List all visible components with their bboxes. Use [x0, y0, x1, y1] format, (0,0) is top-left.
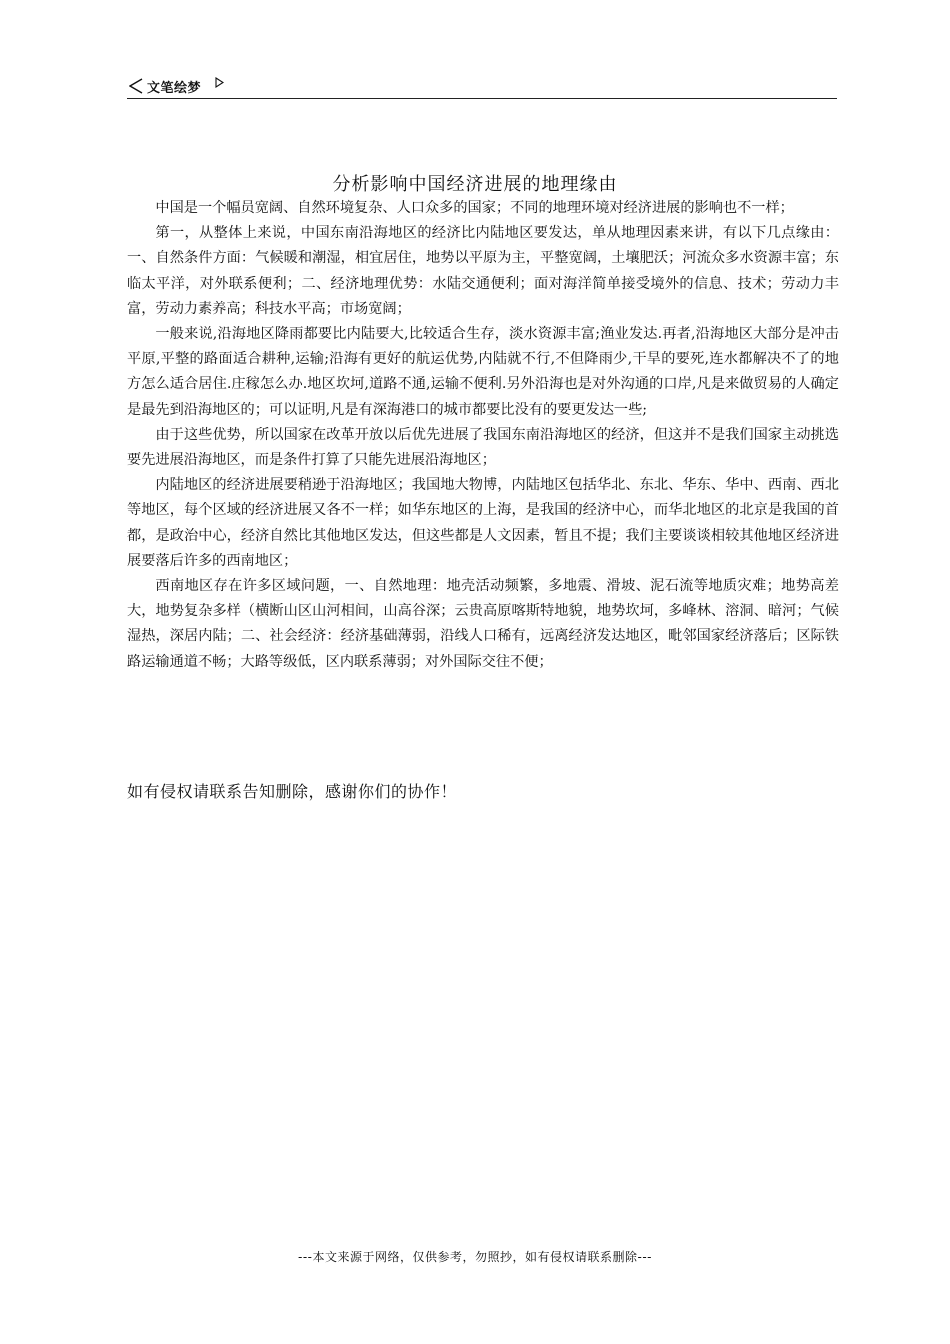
paragraph-inland-regions: 内陆地区的经济进展要稍逊于沿海地区；我国地大物博，内陆地区包括华北、东北、华东、华中、西南、西北等地区，每个区域的经济进展又各不一样；如华东地区的上海，是我国的经济中心，而华北地区的北京是我国的首都，是政治中心，经济自然比其他地区发达，但这些都是人文因素，暂且不提；我们主要谈谈相较其他地区经济进展要落后许多的西南地区； [127, 477, 839, 569]
document-title: 分析影响中国经济进展的地理缘由 [332, 174, 618, 195]
paragraph-coastal-advantages: 一般来说,沿海地区降雨都要比内陆要大,比较适合生存，淡水资源丰富;渔业发达.再者,沿海地区大部分是冲击平原,平整的路面适合耕种,运输;沿海有更好的航运优势,内陆就不行,不但降雨少,干旱的要死,连水都解决不了的地方怎么适合居住.庄稼怎么办.地区坎坷,道路不通,运输不便利.另外沿海也是对外沟通的口岸,凡是来做贸易的人确定是最先到沿海地区的；可以证明,凡是有深海港口的城市都要比没有的要更发达一些; [127, 326, 839, 418]
paragraph-intro: 中国是一个幅员宽阔、自然环境复杂、人口众多的国家；不同的地理环境对经济进展的影响也不一样； [155, 200, 794, 216]
page-header [127, 74, 837, 99]
paragraph-first-point: 第一，从整体上来说，中国东南沿海地区的经济比内陆地区要发达，单从地理因素来讲，有以下几点缘由：一、自然条件方面：气候暖和潮湿，相宜居住，地势以平原为主，平整宽阔，土壤肥沃；河流众多水资源丰富；东临太平洋，对外联系便利；二、经济地理优势：水陆交通便利；面对海洋简单接受境外的信息、技术；劳动力丰富，劳动力素养高；科技水平高；市场宽阔； [127, 225, 839, 317]
triangle-left-icon [129, 78, 143, 94]
copyright-notice: 如有侵权请联系告知删除，感谢你们的协作！ [127, 782, 458, 801]
paragraph-southwest-issues: 西南地区存在许多区域问题，一、自然地理：地壳活动频繁，多地震、滑坡、泥石流等地质灾难；地势高差大，地势复杂多样（横断山区山河相间，山高谷深；云贵高原喀斯特地貌，地势坎坷，多峰林、溶洞、暗河；气候湿热，深居内陆；二、社会经济：经济基础薄弱，沿线人口稀有，远离经济发达地区，毗邻国家经济落后；区际铁路运输通道不畅；大路等级低，区内联系薄弱；对外国际交往不便； [127, 578, 839, 670]
paragraph-policy: 由于这些优势，所以国家在改革开放以后优先进展了我国东南沿海地区的经济，但这并不是我们国家主动挑选要先进展沿海地区，而是条件打算了只能先进展沿海地区； [127, 426, 839, 469]
document-body [127, 196, 839, 675]
brand-name: 文笔绘梦 [147, 80, 202, 96]
page-footer: ---本文来源于网络，仅供参考，勿照抄，如有侵权请联系删除--- [298, 1250, 652, 1264]
triangle-right-icon [215, 77, 224, 88]
